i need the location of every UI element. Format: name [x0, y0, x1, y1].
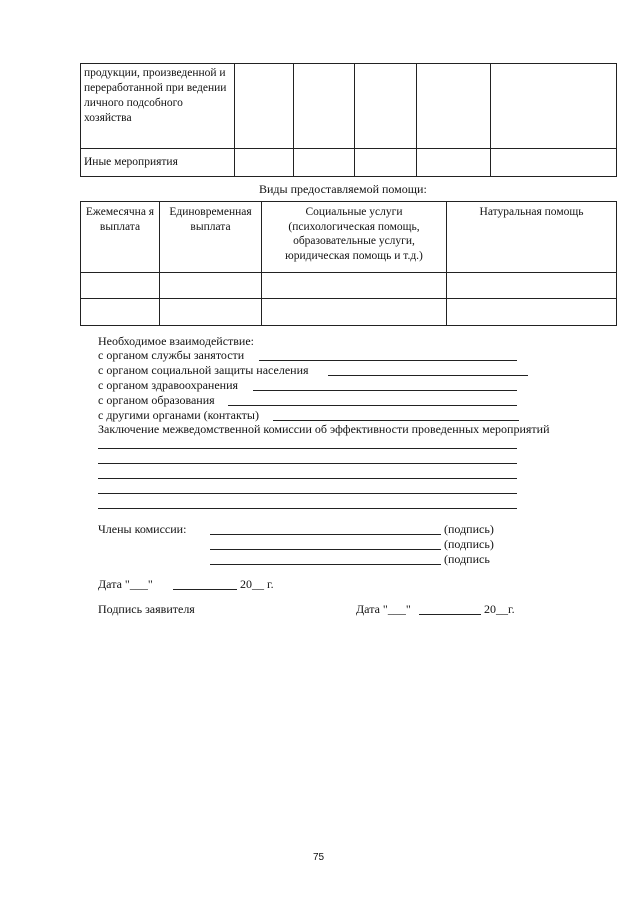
conclusion-line: [98, 478, 517, 479]
table-cell: [262, 273, 447, 299]
signature-caption: (подпись): [444, 537, 494, 551]
table-cell: [355, 149, 417, 177]
header-monthly-payment: Ежемесячна я выплата: [81, 202, 160, 273]
table-cell: [235, 149, 294, 177]
measures-table: [80, 63, 617, 177]
signature-caption: (подпись: [444, 552, 490, 566]
health-agency-label: с органом здравоохранения: [98, 378, 239, 392]
page-number: 75: [313, 852, 325, 863]
signature-caption: (подпись): [444, 522, 494, 536]
social-protection-line: [328, 375, 528, 376]
conclusion-label: Заключение межведомственной комиссии об эффективности проведенных мероприятий: [98, 422, 550, 436]
employment-agency-line: [259, 360, 517, 361]
table-cell: [294, 149, 355, 177]
table-cell: [417, 64, 491, 149]
table-row: [81, 64, 617, 149]
signature-line: [210, 564, 441, 565]
applicant-date-label: Дата "___": [356, 602, 411, 616]
table-row: [81, 299, 617, 326]
conclusion-line: [98, 448, 517, 449]
header-in-kind-assistance: Натуральная помощь: [447, 202, 617, 273]
employment-agency-label: с органом службы занятости: [98, 348, 245, 362]
table-header-row: [81, 202, 617, 273]
signature-line: [210, 549, 441, 550]
table-cell: [235, 64, 294, 149]
health-agency-line: [253, 390, 517, 391]
applicant-date-year: 20__г.: [484, 602, 515, 616]
conclusion-line: [98, 493, 517, 494]
table-cell: [491, 149, 617, 177]
row-label-products: продукции, произведенной и переработанной при ведении личного подсобного хозяйства: [81, 64, 235, 149]
table-cell: [294, 64, 355, 149]
conclusion-line: [98, 508, 517, 509]
header-lump-sum-payment: Единовременная выплата: [160, 202, 262, 273]
table-cell: [355, 64, 417, 149]
assistance-table: [80, 201, 617, 326]
table-cell: [160, 273, 262, 299]
assistance-title: Виды предоставляемой помощи:: [259, 182, 427, 196]
table-cell: [447, 299, 617, 326]
row-label-other-measures: Иные мероприятия: [81, 149, 235, 177]
interaction-title: Необходимое взаимодействие:: [98, 334, 255, 348]
conclusion-line: [98, 463, 517, 464]
applicant-date-month-line: [419, 614, 481, 615]
date-year: 20__ г.: [240, 577, 274, 591]
education-agency-line: [228, 405, 517, 406]
table-cell: [262, 299, 447, 326]
applicant-signature-label: Подпись заявителя: [98, 602, 195, 616]
table-cell: [447, 273, 617, 299]
table-cell: [81, 273, 160, 299]
table-cell: [160, 299, 262, 326]
date-label: Дата "___": [98, 577, 153, 591]
table-cell: [81, 299, 160, 326]
date-month-line: [173, 589, 237, 590]
other-agencies-label: с другими органами (контакты): [98, 408, 259, 422]
table-cell: [417, 149, 491, 177]
table-row: [81, 149, 617, 177]
social-protection-label: с органом социальной защиты населения: [98, 363, 309, 377]
table-row: [81, 273, 617, 299]
signature-line: [210, 534, 441, 535]
education-agency-label: с органом образования: [98, 393, 215, 407]
other-agencies-line: [273, 420, 519, 421]
table-cell: [491, 64, 617, 149]
header-social-services: Социальные услуги (психологическая помощь, образовательные услуги, юридическая помощь и т.д.): [262, 202, 447, 273]
commission-label: Члены комиссии:: [98, 522, 187, 536]
